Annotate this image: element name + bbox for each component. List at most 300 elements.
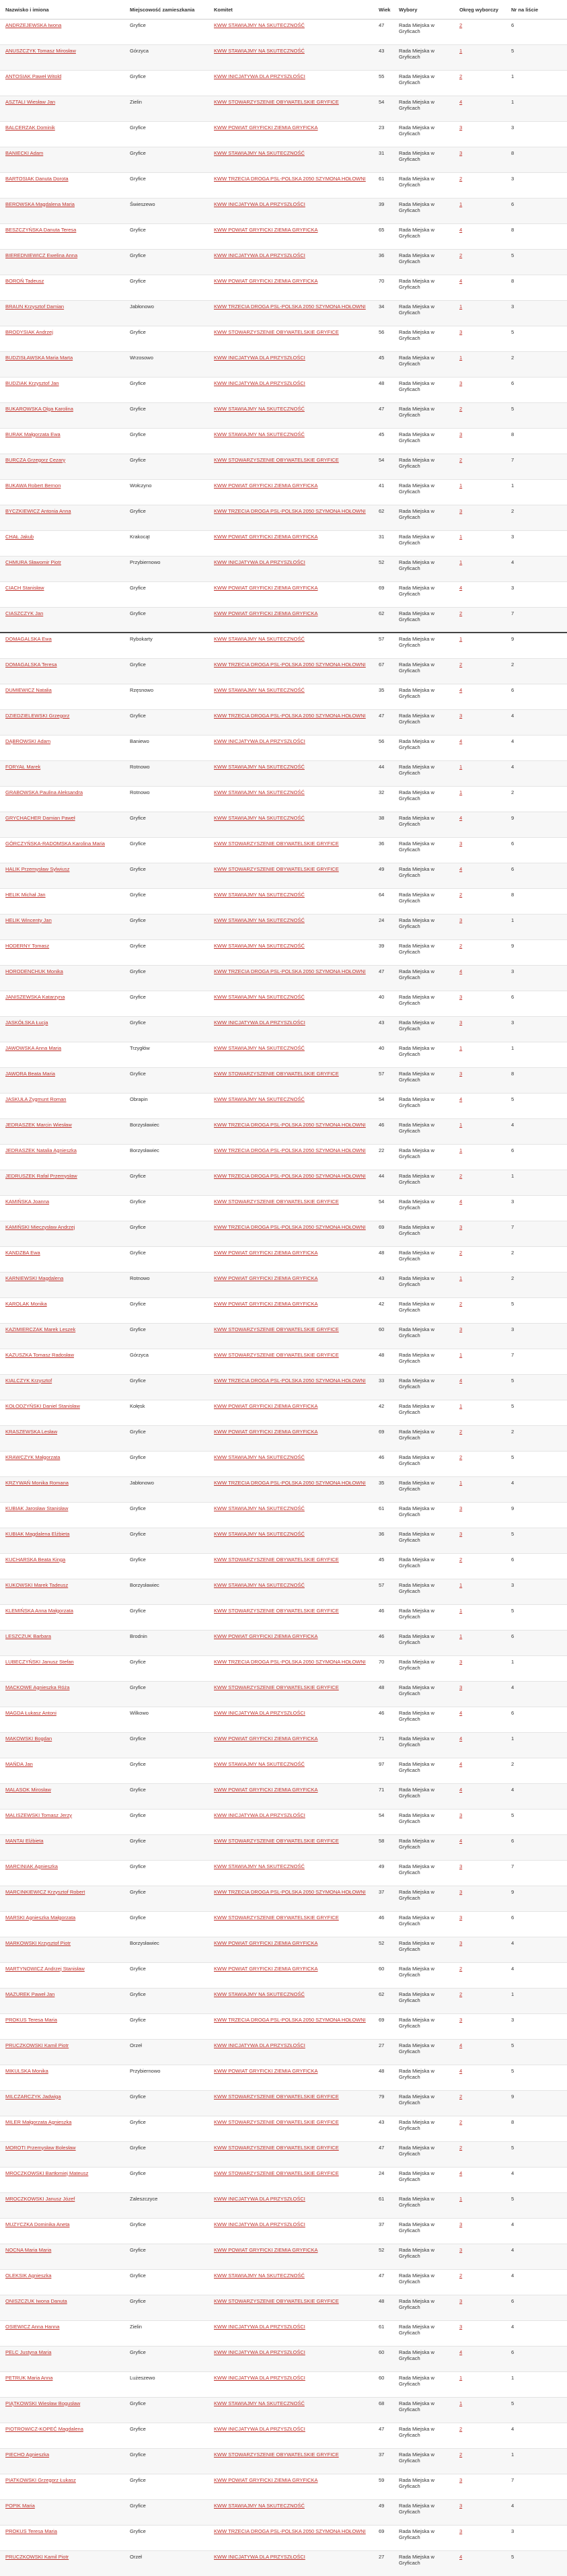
candidate-name-link[interactable]: CIACH Stanisław [5, 584, 44, 591]
district-link[interactable]: 2 [459, 661, 463, 668]
district-link[interactable]: 1 [459, 1044, 463, 1051]
candidate-name-link[interactable]: PETRUK Maria Anna [5, 2374, 53, 2381]
committee-link[interactable]: KWW STOWARZYSZENIE OBYWATELSKIE GRYFICE [214, 1198, 339, 1205]
candidate-name-link[interactable]: MILCZARCZYK Jadwiga [5, 2093, 61, 2100]
committee-link[interactable]: KWW TRZECIA DROGA PSL-POLSKA 2050 SZYMONA HOŁOWNI [214, 1172, 366, 1179]
candidate-name-link[interactable]: KUBIAK Jarosław Stanisław [5, 1505, 69, 1511]
district-link[interactable]: 2 [459, 2425, 463, 2432]
candidate-name-link[interactable]: BALCERZAK Dominik [5, 124, 55, 131]
district-link[interactable]: 3 [459, 2297, 463, 2304]
committee-link[interactable]: KWW POWIAT GRYFICKI ZIEMIA GRYFICKA [214, 277, 318, 284]
candidate-name-link[interactable]: BEROWSKA Magdalena Maria [5, 201, 75, 207]
candidate-name-link[interactable]: MARTYNOWICZ Andrzej Stanisław [5, 1965, 85, 1972]
committee-link[interactable]: KWW STAWIAJMY NA SKUTECZNOŚĆ [214, 47, 305, 54]
candidate-name-link[interactable]: KAZUSZKA Tomasz Radosław [5, 1351, 74, 1358]
candidate-name-link[interactable]: PIOTROWICZ-KOPEĆ Magdalena [5, 2425, 83, 2432]
committee-link[interactable]: KWW INICJATYWA DLA PRZYSZŁOŚCI [214, 2553, 305, 2560]
committee-link[interactable]: KWW STAWIAJMY NA SKUTECZNOŚĆ [214, 789, 305, 795]
district-link[interactable]: 3 [459, 1530, 463, 1537]
district-link[interactable]: 4 [459, 584, 463, 591]
candidate-name-link[interactable]: PROKUS Teresa Maria [5, 2528, 57, 2534]
candidate-name-link[interactable]: JASKUŁA Zygmunt Roman [5, 1096, 67, 1102]
committee-link[interactable]: KWW INICJATYWA DLA PRZYSZŁOŚCI [214, 2349, 305, 2355]
candidate-name-link[interactable]: BRAUN Krzysztof Damian [5, 303, 65, 310]
committee-link[interactable]: KWW STOWARZYSZENIE OBYWATELSKIE GRYFICE [214, 328, 339, 335]
candidate-name-link[interactable]: ANUSZCZYK Tomasz Mirosław [5, 47, 76, 54]
committee-link[interactable]: KWW INICJATYWA DLA PRZYSZŁOŚCI [214, 2042, 305, 2048]
committee-link[interactable]: KWW STAWIAJMY NA SKUTECZNOŚĆ [214, 942, 305, 949]
district-link[interactable]: 3 [459, 2528, 463, 2534]
committee-link[interactable]: KWW STAWIAJMY NA SKUTECZNOŚĆ [214, 814, 305, 821]
district-link[interactable]: 4 [459, 226, 463, 233]
district-link[interactable]: 3 [459, 1684, 463, 1690]
candidate-name-link[interactable]: OSIEWICZ Anna Hanna [5, 2323, 60, 2330]
committee-link[interactable]: KWW POWIAT GRYFICKI ZIEMIA GRYFICKA [214, 1633, 318, 1639]
district-link[interactable]: 3 [459, 1223, 463, 1230]
district-link[interactable]: 3 [459, 1658, 463, 1665]
committee-link[interactable]: KWW TRZECIA DROGA PSL-POLSKA 2050 SZYMONA HOŁOWNI [214, 1888, 366, 1895]
committee-link[interactable]: KWW TRZECIA DROGA PSL-POLSKA 2050 SZYMONA HOŁOWNI [214, 1121, 366, 1128]
district-link[interactable]: 4 [459, 865, 463, 872]
committee-link[interactable]: KWW STAWIAJMY NA SKUTECZNOŚĆ [214, 149, 305, 156]
district-link[interactable]: 4 [459, 277, 463, 284]
committee-link[interactable]: KWW TRZECIA DROGA PSL-POLSKA 2050 SZYMONA HOŁOWNI [214, 1479, 366, 1486]
district-link[interactable]: 2 [459, 2451, 463, 2458]
committee-link[interactable]: KWW STOWARZYSZENIE OBYWATELSKIE GRYFICE [214, 1326, 339, 1332]
district-link[interactable]: 1 [459, 303, 463, 310]
committee-link[interactable]: KWW TRZECIA DROGA PSL-POLSKA 2050 SZYMONA HOŁOWNI [214, 1223, 366, 1230]
district-link[interactable]: 2 [459, 2093, 463, 2100]
candidate-name-link[interactable]: CHMURA Sławomir Piotr [5, 559, 61, 565]
committee-link[interactable]: KWW STOWARZYSZENIE OBYWATELSKIE GRYFICE [214, 456, 339, 463]
district-link[interactable]: 1 [459, 2195, 463, 2202]
committee-link[interactable]: KWW INICJATYWA DLA PRZYSZŁOŚCI [214, 201, 305, 207]
committee-link[interactable]: KWW POWIAT GRYFICKI ZIEMIA GRYFICKA [214, 584, 318, 591]
candidate-name-link[interactable]: KAMIŃSKI Mieczysław Andrzej [5, 1223, 75, 1230]
district-link[interactable]: 1 [459, 482, 463, 489]
district-link[interactable]: 3 [459, 917, 463, 923]
committee-link[interactable]: KWW POWIAT GRYFICKI ZIEMIA GRYFICKA [214, 1275, 318, 1281]
candidate-name-link[interactable]: BUKAROWSKA Olga Karolina [5, 405, 73, 412]
committee-link[interactable]: KWW STAWIAJMY NA SKUTECZNOŚĆ [214, 1530, 305, 1537]
district-link[interactable]: 1 [459, 201, 463, 207]
district-link[interactable]: 3 [459, 2016, 463, 2023]
candidate-name-link[interactable]: DĄBROWSKI Adam [5, 738, 51, 744]
candidate-name-link[interactable]: ONISZCZUK Iwona Danuta [5, 2297, 67, 2304]
district-link[interactable]: 4 [459, 2067, 463, 2074]
committee-link[interactable]: KWW STAWIAJMY NA SKUTECZNOŚĆ [214, 2502, 305, 2509]
committee-link[interactable]: KWW STOWARZYSZENIE OBYWATELSKIE GRYFICE [214, 1837, 339, 1844]
committee-link[interactable]: KWW STOWARZYSZENIE OBYWATELSKIE GRYFICE [214, 2118, 339, 2125]
candidate-name-link[interactable]: GRABOWSKA Paulina Aleksandra [5, 789, 83, 795]
district-link[interactable]: 1 [459, 1147, 463, 1153]
candidate-name-link[interactable]: DOMAGALSKA Ewa [5, 636, 52, 642]
candidate-name-link[interactable]: BUKAWA Robert Bernon [5, 482, 61, 489]
committee-link[interactable]: KWW STAWIAJMY NA SKUTECZNOŚĆ [214, 431, 305, 437]
district-link[interactable]: 1 [459, 763, 463, 770]
district-link[interactable]: 3 [459, 2476, 463, 2483]
committee-link[interactable]: KWW INICJATYWA DLA PRZYSZŁOŚCI [214, 1709, 305, 1716]
candidate-name-link[interactable]: MARCINIAK Agnieszka [5, 1863, 58, 1869]
committee-link[interactable]: KWW STAWIAJMY NA SKUTECZNOŚĆ [214, 993, 305, 1000]
district-link[interactable]: 3 [459, 507, 463, 514]
committee-link[interactable]: KWW STAWIAJMY NA SKUTECZNOŚĆ [214, 686, 305, 693]
candidate-name-link[interactable]: PROKUS Teresa Maria [5, 2016, 57, 2023]
candidate-name-link[interactable]: MAZUREK Paweł Jan [5, 1991, 55, 1997]
candidate-name-link[interactable]: KANDZBA Ewa [5, 1249, 40, 1256]
committee-link[interactable]: KWW INICJATYWA DLA PRZYSZŁOŚCI [214, 380, 305, 386]
candidate-name-link[interactable]: MARSKI Agnieszka Małgorzata [5, 1914, 76, 1921]
candidate-name-link[interactable]: JEDRASZEK Natalia Agnieszka [5, 1147, 77, 1153]
district-link[interactable]: 1 [459, 1581, 463, 1588]
candidate-name-link[interactable]: MALASOK Mirosław [5, 1786, 51, 1793]
candidate-name-link[interactable]: BANIECKI Adam [5, 149, 44, 156]
committee-link[interactable]: KWW STAWIAJMY NA SKUTECZNOŚĆ [214, 1044, 305, 1051]
committee-link[interactable]: KWW POWIAT GRYFICKI ZIEMIA GRYFICKA [214, 610, 318, 616]
district-link[interactable]: 4 [459, 1735, 463, 1742]
committee-link[interactable]: KWW TRZECIA DROGA PSL-POLSKA 2050 SZYMONA HOŁOWNI [214, 1658, 366, 1665]
district-link[interactable]: 2 [459, 405, 463, 412]
district-link[interactable]: 1 [459, 2374, 463, 2381]
candidate-name-link[interactable]: POPIK Maria [5, 2502, 35, 2509]
committee-link[interactable]: KWW STAWIAJMY NA SKUTECZNOŚĆ [214, 1991, 305, 1997]
district-link[interactable]: 2 [459, 456, 463, 463]
district-link[interactable]: 3 [459, 2246, 463, 2253]
district-link[interactable]: 4 [459, 1709, 463, 1716]
candidate-name-link[interactable]: ANTOSIAK Paweł Witold [5, 73, 62, 79]
district-link[interactable]: 1 [459, 47, 463, 54]
candidate-name-link[interactable]: KRZYWAŃ Monika Romana [5, 1479, 69, 1486]
district-link[interactable]: 2 [459, 1556, 463, 1563]
candidate-name-link[interactable]: KUCHARSKA Beata Kinga [5, 1556, 66, 1563]
candidate-name-link[interactable]: ASZTALI Wiesław Jan [5, 98, 56, 105]
candidate-name-link[interactable]: KAZIMIERCZAK Marek Leszek [5, 1326, 76, 1332]
committee-link[interactable]: KWW STOWARZYSZENIE OBYWATELSKIE GRYFICE [214, 1607, 339, 1614]
committee-link[interactable]: KWW STAWIAJMY NA SKUTECZNOŚĆ [214, 917, 305, 923]
candidate-name-link[interactable]: KAROLAK Monika [5, 1300, 47, 1307]
district-link[interactable]: 2 [459, 1300, 463, 1307]
candidate-name-link[interactable]: HODERNY Tomasz [5, 942, 50, 949]
committee-link[interactable]: KWW TRZECIA DROGA PSL-POLSKA 2050 SZYMONA HOŁOWNI [214, 2016, 366, 2023]
district-link[interactable]: 3 [459, 149, 463, 156]
candidate-name-link[interactable]: MILER Małgorzata Agnieszka [5, 2118, 72, 2125]
candidate-name-link[interactable]: KAMIŃSKA Joanna [5, 1198, 50, 1205]
district-link[interactable]: 3 [459, 1019, 463, 1026]
district-link[interactable]: 2 [459, 1965, 463, 1972]
candidate-name-link[interactable]: BYCZKIEWICZ Antonia Anna [5, 507, 71, 514]
candidate-name-link[interactable]: OLEKSIK Agnieszka [5, 2272, 52, 2279]
committee-link[interactable]: KWW POWIAT GRYFICKI ZIEMIA GRYFICKA [214, 1735, 318, 1742]
committee-link[interactable]: KWW POWIAT GRYFICKI ZIEMIA GRYFICKA [214, 533, 318, 540]
committee-link[interactable]: KWW STAWIAJMY NA SKUTECZNOŚĆ [214, 891, 305, 898]
district-link[interactable]: 1 [459, 636, 463, 642]
committee-link[interactable]: KWW STAWIAJMY NA SKUTECZNOŚĆ [214, 1863, 305, 1869]
candidate-name-link[interactable]: BUDZISŁAWSKA Maria Marta [5, 354, 73, 361]
district-link[interactable]: 3 [459, 1070, 463, 1077]
candidate-name-link[interactable]: MROCZKOWSKI Bartłomiej Mateusz [5, 2170, 89, 2176]
candidate-name-link[interactable]: DOMAGALSKA Teresa [5, 661, 57, 668]
district-link[interactable]: 1 [459, 789, 463, 795]
committee-link[interactable]: KWW POWIAT GRYFICKI ZIEMIA GRYFICKA [214, 1300, 318, 1307]
committee-link[interactable]: KWW INICJATYWA DLA PRZYSZŁOŚCI [214, 1019, 305, 1026]
candidate-name-link[interactable]: HALIK Przemysław Sylwiusz [5, 865, 70, 872]
committee-link[interactable]: KWW INICJATYWA DLA PRZYSZŁOŚCI [214, 2323, 305, 2330]
district-link[interactable]: 3 [459, 1939, 463, 1946]
district-link[interactable]: 3 [459, 124, 463, 131]
header-election[interactable]: Wybory [393, 0, 454, 19]
committee-link[interactable]: KWW STAWIAJMY NA SKUTECZNOŚĆ [214, 1760, 305, 1767]
committee-link[interactable]: KWW INICJATYWA DLA PRZYSZŁOŚCI [214, 2195, 305, 2202]
committee-link[interactable]: KWW STOWARZYSZENIE OBYWATELSKIE GRYFICE [214, 2451, 339, 2458]
committee-link[interactable]: KWW INICJATYWA DLA PRZYSZŁOŚCI [214, 2221, 305, 2227]
candidate-name-link[interactable]: KARNIEWSKI Magdalena [5, 1275, 64, 1281]
district-link[interactable]: 1 [459, 1607, 463, 1614]
candidate-name-link[interactable]: JEDRUSZEK Rafał Przemysław [5, 1172, 77, 1179]
district-link[interactable]: 3 [459, 2221, 463, 2227]
committee-link[interactable]: KWW STAWIAJMY NA SKUTECZNOŚĆ [214, 636, 305, 642]
committee-link[interactable]: KWW TRZECIA DROGA PSL-POLSKA 2050 SZYMONA HOŁOWNI [214, 1147, 366, 1153]
district-link[interactable]: 4 [459, 968, 463, 974]
committee-link[interactable]: KWW INICJATYWA DLA PRZYSZŁOŚCI [214, 738, 305, 744]
candidate-name-link[interactable]: MACKOWE Agnieszka Róża [5, 1684, 70, 1690]
committee-link[interactable]: KWW STAWIAJMY NA SKUTECZNOŚĆ [214, 1581, 305, 1588]
header-committee[interactable]: Komitet [209, 0, 373, 19]
committee-link[interactable]: KWW INICJATYWA DLA PRZYSZŁOŚCI [214, 252, 305, 258]
district-link[interactable]: 3 [459, 993, 463, 1000]
candidate-name-link[interactable]: GRYCHACHER Damian Paweł [5, 814, 75, 821]
candidate-name-link[interactable]: BIEREDNIEWICZ Ewelina Anna [5, 252, 78, 258]
candidate-name-link[interactable]: MARCINKIEWICZ Krzysztof Robert [5, 1888, 85, 1895]
district-link[interactable]: 3 [459, 328, 463, 335]
candidate-name-link[interactable]: MAŃDA Jan [5, 1760, 33, 1767]
district-link[interactable]: 3 [459, 1812, 463, 1818]
candidate-name-link[interactable]: PRUCZKOWSKI Kamil Piotr [5, 2553, 69, 2560]
candidate-name-link[interactable]: BARTOSIAK Danuta Dorota [5, 175, 69, 182]
committee-link[interactable]: KWW INICJATYWA DLA PRZYSZŁOŚCI [214, 2425, 305, 2432]
committee-link[interactable]: KWW INICJATYWA DLA PRZYSZŁOŚCI [214, 559, 305, 565]
committee-link[interactable]: KWW POWIAT GRYFICKI ZIEMIA GRYFICKA [214, 1939, 318, 1946]
district-link[interactable]: 2 [459, 252, 463, 258]
district-link[interactable]: 2 [459, 22, 463, 28]
district-link[interactable]: 3 [459, 1863, 463, 1869]
candidate-name-link[interactable]: KIALCZYK Krzysztof [5, 1377, 52, 1384]
district-link[interactable]: 1 [459, 354, 463, 361]
committee-link[interactable]: KWW POWIAT GRYFICKI ZIEMIA GRYFICKA [214, 1786, 318, 1793]
candidate-name-link[interactable]: MARKOWSKI Krzysztof Piotr [5, 1939, 71, 1946]
candidate-name-link[interactable]: PIĄTKOWSKI Wiesław Bogusław [5, 2400, 81, 2406]
district-link[interactable]: 2 [459, 2118, 463, 2125]
candidate-name-link[interactable]: CHAŁ Jakub [5, 533, 34, 540]
committee-link[interactable]: KWW STOWARZYSZENIE OBYWATELSKIE GRYFICE [214, 2297, 339, 2304]
committee-link[interactable]: KWW POWIAT GRYFICKI ZIEMIA GRYFICKA [214, 1249, 318, 1256]
committee-link[interactable]: KWW STOWARZYSZENIE OBYWATELSKIE GRYFICE [214, 2144, 339, 2151]
candidate-name-link[interactable]: KOŁODZYŃSKI Daniel Stanisław [5, 1402, 80, 1409]
candidate-name-link[interactable]: JAWORA Beata Maria [5, 1070, 55, 1077]
committee-link[interactable]: KWW STOWARZYSZENIE OBYWATELSKIE GRYFICE [214, 865, 339, 872]
district-link[interactable]: 2 [459, 2144, 463, 2151]
candidate-name-link[interactable]: KUKOWSKI Marek Tadeusz [5, 1581, 69, 1588]
district-link[interactable]: 2 [459, 1249, 463, 1256]
committee-link[interactable]: KWW STAWIAJMY NA SKUTECZNOŚĆ [214, 1505, 305, 1511]
district-link[interactable]: 3 [459, 2502, 463, 2509]
district-link[interactable]: 4 [459, 2170, 463, 2176]
district-link[interactable]: 1 [459, 1402, 463, 1409]
district-link[interactable]: 2 [459, 1172, 463, 1179]
candidate-name-link[interactable]: BUDZIAK Krzysztof Jan [5, 380, 59, 386]
district-link[interactable]: 1 [459, 1479, 463, 1486]
district-link[interactable]: 4 [459, 98, 463, 105]
candidate-name-link[interactable]: HORODENCHUK Monika [5, 968, 63, 974]
district-link[interactable]: 2 [459, 942, 463, 949]
candidate-name-link[interactable]: PELC Justyna Maria [5, 2349, 52, 2355]
district-link[interactable]: 2 [459, 1428, 463, 1435]
candidate-name-link[interactable]: MAGDA Łukasz Antoni [5, 1709, 56, 1716]
candidate-name-link[interactable]: LESZCZUK Barbara [5, 1633, 51, 1639]
committee-link[interactable]: KWW STOWARZYSZENIE OBYWATELSKIE GRYFICE [214, 2093, 339, 2100]
candidate-name-link[interactable]: KLEMIŃSKA Anna Małgorzata [5, 1607, 73, 1614]
candidate-name-link[interactable]: KRASZEWSKA Lesław [5, 1428, 58, 1435]
committee-link[interactable]: KWW STAWIAJMY NA SKUTECZNOŚĆ [214, 2272, 305, 2279]
header-position[interactable]: Nr na liście [506, 0, 567, 19]
candidate-name-link[interactable]: MIKULSKA Monika [5, 2067, 48, 2074]
committee-link[interactable]: KWW INICJATYWA DLA PRZYSZŁOŚCI [214, 2374, 305, 2381]
header-district[interactable]: Okręg wyborczy [454, 0, 506, 19]
district-link[interactable]: 1 [459, 533, 463, 540]
district-link[interactable]: 4 [459, 2553, 463, 2560]
candidate-name-link[interactable]: ANDRZEJEWSKA Iwona [5, 22, 62, 28]
candidate-name-link[interactable]: KUBIAK Magdalena Elżbieta [5, 1530, 70, 1537]
committee-link[interactable]: KWW TRZECIA DROGA PSL-POLSKA 2050 SZYMONA HOŁOWNI [214, 175, 366, 182]
committee-link[interactable]: KWW POWIAT GRYFICKI ZIEMIA GRYFICKA [214, 482, 318, 489]
committee-link[interactable]: KWW TRZECIA DROGA PSL-POLSKA 2050 SZYMONA HOŁOWNI [214, 712, 366, 719]
candidate-name-link[interactable]: MANTAI Elżbieta [5, 1837, 44, 1844]
district-link[interactable]: 1 [459, 1121, 463, 1128]
committee-link[interactable]: KWW POWIAT GRYFICKI ZIEMIA GRYFICKA [214, 226, 318, 233]
candidate-name-link[interactable]: MUZYCZKA Dominika Aneta [5, 2221, 70, 2227]
district-link[interactable]: 1 [459, 1351, 463, 1358]
district-link[interactable]: 2 [459, 175, 463, 182]
committee-link[interactable]: KWW STOWARZYSZENIE OBYWATELSKIE GRYFICE [214, 1351, 339, 1358]
candidate-name-link[interactable]: NOCNA Maria Maria [5, 2246, 52, 2253]
committee-link[interactable]: KWW POWIAT GRYFICKI ZIEMIA GRYFICKA [214, 2246, 318, 2253]
committee-link[interactable]: KWW TRZECIA DROGA PSL-POLSKA 2050 SZYMONA HOŁOWNI [214, 968, 366, 974]
district-link[interactable]: 4 [459, 2349, 463, 2355]
candidate-name-link[interactable]: LUBECZYŃSKI Janusz Stefan [5, 1658, 74, 1665]
committee-link[interactable]: KWW POWIAT GRYFICKI ZIEMIA GRYFICKA [214, 124, 318, 131]
committee-link[interactable]: KWW POWIAT GRYFICKI ZIEMIA GRYFICKA [214, 1965, 318, 1972]
district-link[interactable]: 3 [459, 840, 463, 847]
candidate-name-link[interactable]: JAWOWSKA Anna Maria [5, 1044, 62, 1051]
district-link[interactable]: 3 [459, 1505, 463, 1511]
committee-link[interactable]: KWW TRZECIA DROGA PSL-POLSKA 2050 SZYMONA HOŁOWNI [214, 507, 366, 514]
candidate-name-link[interactable]: JANISZEWSKA Katarzyna [5, 993, 65, 1000]
district-link[interactable]: 2 [459, 73, 463, 79]
candidate-name-link[interactable]: MOROTI Przemysław Bolesław [5, 2144, 76, 2151]
district-link[interactable]: 3 [459, 2323, 463, 2330]
district-link[interactable]: 2 [459, 1991, 463, 1997]
district-link[interactable]: 1 [459, 2400, 463, 2406]
committee-link[interactable]: KWW TRZECIA DROGA PSL-POLSKA 2050 SZYMONA HOŁOWNI [214, 2528, 366, 2534]
candidate-name-link[interactable]: PIATKOWSKI Grzegorz Łukasz [5, 2476, 76, 2483]
committee-link[interactable]: KWW STAWIAJMY NA SKUTECZNOŚĆ [214, 22, 305, 28]
district-link[interactable]: 3 [459, 1914, 463, 1921]
committee-link[interactable]: KWW STOWARZYSZENIE OBYWATELSKIE GRYFICE [214, 1684, 339, 1690]
committee-link[interactable]: KWW TRZECIA DROGA PSL-POLSKA 2050 SZYMONA HOŁOWNI [214, 661, 366, 668]
district-link[interactable]: 3 [459, 431, 463, 437]
candidate-name-link[interactable]: DUMIEWICZ Natalia [5, 686, 52, 693]
district-link[interactable]: 2 [459, 1454, 463, 1460]
committee-link[interactable]: KWW STOWARZYSZENIE OBYWATELSKIE GRYFICE [214, 1914, 339, 1921]
district-link[interactable]: 4 [459, 814, 463, 821]
header-name[interactable]: Nazwisko i imiona [0, 0, 124, 19]
candidate-name-link[interactable]: BURCZA Grzegorz Cezary [5, 456, 66, 463]
district-link[interactable]: 1 [459, 1633, 463, 1639]
district-link[interactable]: 4 [459, 1198, 463, 1205]
candidate-name-link[interactable]: HELIK Michał Jan [5, 891, 46, 898]
header-age[interactable]: Wiek [373, 0, 393, 19]
committee-link[interactable]: KWW STAWIAJMY NA SKUTECZNOŚĆ [214, 405, 305, 412]
candidate-name-link[interactable]: JEDRASZEK Marcin Wiesław [5, 1121, 72, 1128]
candidate-name-link[interactable]: HELIK Wincenty Jan [5, 917, 52, 923]
committee-link[interactable]: KWW POWIAT GRYFICKI ZIEMIA GRYFICKA [214, 2067, 318, 2074]
candidate-name-link[interactable]: BESZCZYŃSKA Danuta Teresa [5, 226, 77, 233]
district-link[interactable]: 4 [459, 1837, 463, 1844]
district-link[interactable]: 2 [459, 891, 463, 898]
committee-link[interactable]: KWW TRZECIA DROGA PSL-POLSKA 2050 SZYMONA HOŁOWNI [214, 1377, 366, 1384]
committee-link[interactable]: KWW STOWARZYSZENIE OBYWATELSKIE GRYFICE [214, 98, 339, 105]
candidate-name-link[interactable]: JASKÓŁSKA Łucja [5, 1019, 48, 1026]
committee-link[interactable]: KWW POWIAT GRYFICKI ZIEMIA GRYFICKA [214, 1402, 318, 1409]
committee-link[interactable]: KWW INICJATYWA DLA PRZYSZŁOŚCI [214, 73, 305, 79]
district-link[interactable]: 3 [459, 712, 463, 719]
committee-link[interactable]: KWW STOWARZYSZENIE OBYWATELSKIE GRYFICE [214, 840, 339, 847]
committee-link[interactable]: KWW STAWIAJMY NA SKUTECZNOŚĆ [214, 763, 305, 770]
committee-link[interactable]: KWW STOWARZYSZENIE OBYWATELSKIE GRYFICE [214, 1070, 339, 1077]
candidate-name-link[interactable]: DZIEDZIELEWSKI Grzegorz [5, 712, 70, 719]
candidate-name-link[interactable]: GÓRCZYŃSKA-RADOMSKA Karolina Maria [5, 840, 105, 847]
candidate-name-link[interactable]: MAKOWSKI Bogdan [5, 1735, 52, 1742]
district-link[interactable]: 4 [459, 1760, 463, 1767]
committee-link[interactable]: KWW STAWIAJMY NA SKUTECZNOŚĆ [214, 1096, 305, 1102]
committee-link[interactable]: KWW STAWIAJMY NA SKUTECZNOŚĆ [214, 1454, 305, 1460]
candidate-name-link[interactable]: CIASZCZYK Jan [5, 610, 44, 616]
candidate-name-link[interactable]: BRODYSIAK Andrzej [5, 328, 53, 335]
district-link[interactable]: 1 [459, 1275, 463, 1281]
district-link[interactable]: 4 [459, 1096, 463, 1102]
committee-link[interactable]: KWW TRZECIA DROGA PSL-POLSKA 2050 SZYMONA HOŁOWNI [214, 303, 366, 310]
candidate-name-link[interactable]: MALISZEWSKI Tomasz Jerzy [5, 1812, 73, 1818]
candidate-name-link[interactable]: BOROŃ Tadeusz [5, 277, 44, 284]
candidate-name-link[interactable]: KRAWCZYK Małgorzata [5, 1454, 61, 1460]
district-link[interactable]: 1 [459, 559, 463, 565]
header-residence[interactable]: Miejscowość zamieszkania [124, 0, 209, 19]
district-link[interactable]: 3 [459, 380, 463, 386]
district-link[interactable]: 4 [459, 686, 463, 693]
candidate-name-link[interactable]: BURAK Małgorzata Ewa [5, 431, 61, 437]
committee-link[interactable]: KWW STOWARZYSZENIE OBYWATELSKIE GRYFICE [214, 1556, 339, 1563]
committee-link[interactable]: KWW INICJATYWA DLA PRZYSZŁOŚCI [214, 1812, 305, 1818]
district-link[interactable]: 4 [459, 1786, 463, 1793]
committee-link[interactable]: KWW STAWIAJMY NA SKUTECZNOŚĆ [214, 2400, 305, 2406]
committee-link[interactable]: KWW STOWARZYSZENIE OBYWATELSKIE GRYFICE [214, 2170, 339, 2176]
candidate-name-link[interactable]: PRUCZKOWSKI Kamil Piotr [5, 2042, 69, 2048]
district-link[interactable]: 4 [459, 738, 463, 744]
district-link[interactable]: 4 [459, 2042, 463, 2048]
district-link[interactable]: 2 [459, 2272, 463, 2279]
committee-link[interactable]: KWW INICJATYWA DLA PRZYSZŁOŚCI [214, 354, 305, 361]
candidate-name-link[interactable]: FORYAŁ Marek [5, 763, 41, 770]
district-link[interactable]: 4 [459, 1377, 463, 1384]
